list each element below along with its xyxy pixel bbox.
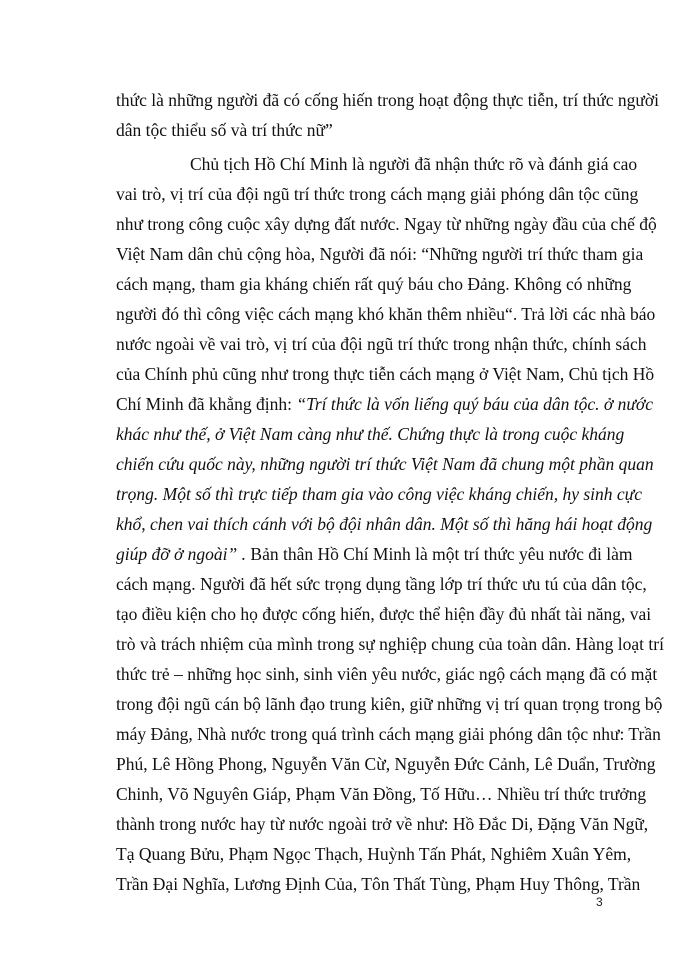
- quote-line: chiến cứu quốc này, những người trí thức Việt Nam đã chung một phần quan: [116, 454, 654, 474]
- text-line: máy Đảng, Nhà nước trong quá trình cách mạng giải phóng dân tộc như: Trần: [116, 724, 661, 744]
- text-line: Phú, Lê Hồng Phong, Nguyễn Văn Cừ, Nguyễn Đức Cảnh, Lê Duẩn, Trường: [116, 754, 656, 774]
- text-line-mixed: [116, 393, 653, 415]
- quote-text: giúp đỡ ở ngoài” .: [116, 544, 247, 564]
- text-line: Tạ Quang Bửu, Phạm Ngọc Thạch, Huỳnh Tấn Phát, Nghiêm Xuân Yêm,: [116, 844, 632, 864]
- text-line: tạo điều kiện cho họ được cống hiến, được thể hiện đầy đủ nhất tài năng, vai: [116, 604, 652, 624]
- text-line: của Chính phủ cũng như trong thực tiễn cách mạng ở Việt Nam, Chủ tịch Hồ: [116, 364, 655, 384]
- text-line: nước ngoài về vai trò, vị trí của đội ngũ trí thức trong nhận thức, chính sách: [116, 334, 647, 354]
- text-line: như trong công cuộc xây dựng đất nước. Ngay từ những ngày đầu của chế độ: [116, 214, 657, 234]
- quote-line: trọng. Một số thì trực tiếp tham gia vào công việc kháng chiến, hy sinh cực: [116, 484, 642, 504]
- text-line: cách mạng, tham gia kháng chiến rất quý báu cho Đảng. Không có những: [116, 274, 632, 294]
- text-line: trong đội ngũ cán bộ lãnh đạo trung kiên, giữ những vị trí quan trọng trong bộ: [116, 694, 663, 714]
- text-line: trò và trách nhiệm của mình trong sự nghiệp chung của toàn dân. Hàng loạt trí: [116, 634, 664, 654]
- text-line: thành trong nước hay từ nước ngoài trở về như: Hồ Đắc Di, Đặng Văn Ngữ,: [116, 814, 649, 834]
- text-line: vai trò, vị trí của đội ngũ trí thức trong cách mạng giải phóng dân tộc cũng: [116, 184, 639, 204]
- text-line: thức trẻ – những học sinh, sinh viên yêu nước, giác ngộ cách mạng đã có mặt: [116, 664, 658, 684]
- quote-line: khác như thế, ở Việt Nam càng như thế. Chứng thực là trong cuộc kháng: [116, 424, 625, 444]
- text-line: Trần Đại Nghĩa, Lương Định Của, Tôn Thất Tùng, Phạm Huy Thông, Trần: [116, 874, 641, 894]
- page-number: 3: [596, 895, 603, 909]
- text-line: Chinh, Võ Nguyên Giáp, Phạm Văn Đồng, Tố Hữu… Nhiều trí thức trưởng: [116, 784, 647, 804]
- text-line: Việt Nam dân chủ cộng hòa, Người đã nói: “Những người trí thức tham gia: [116, 244, 644, 264]
- text-line-mixed: [116, 543, 632, 565]
- quote-line: khổ, chen vai thích cánh với bộ đội nhân dân. Một số thì hăng hái hoạt động: [116, 514, 653, 534]
- text-line: dân tộc thiểu số và trí thức nữ”: [116, 120, 333, 140]
- text-line: thức là những người đã có cống hiến trong hoạt động thực tiễn, trí thức người: [116, 90, 659, 110]
- paragraph-first-line: Chủ tịch Hồ Chí Minh là người đã nhận thức rõ và đánh giá cao: [190, 154, 638, 174]
- text-run: Chí Minh đã khẳng định:: [116, 394, 292, 414]
- text-run: Bản thân Hồ Chí Minh là một trí thức yêu nước đi làm: [250, 544, 633, 564]
- quote-text: “Trí thức là vốn liếng quý báu của dân tộc. ở nước: [296, 394, 653, 414]
- text-line: người đó thì công việc cách mạng khó khăn thêm nhiều“. Trả lời các nhà báo: [116, 304, 656, 324]
- text-line: cách mạng. Người đã hết sức trọng dụng tầng lớp trí thức ưu tú của dân tộc,: [116, 574, 647, 594]
